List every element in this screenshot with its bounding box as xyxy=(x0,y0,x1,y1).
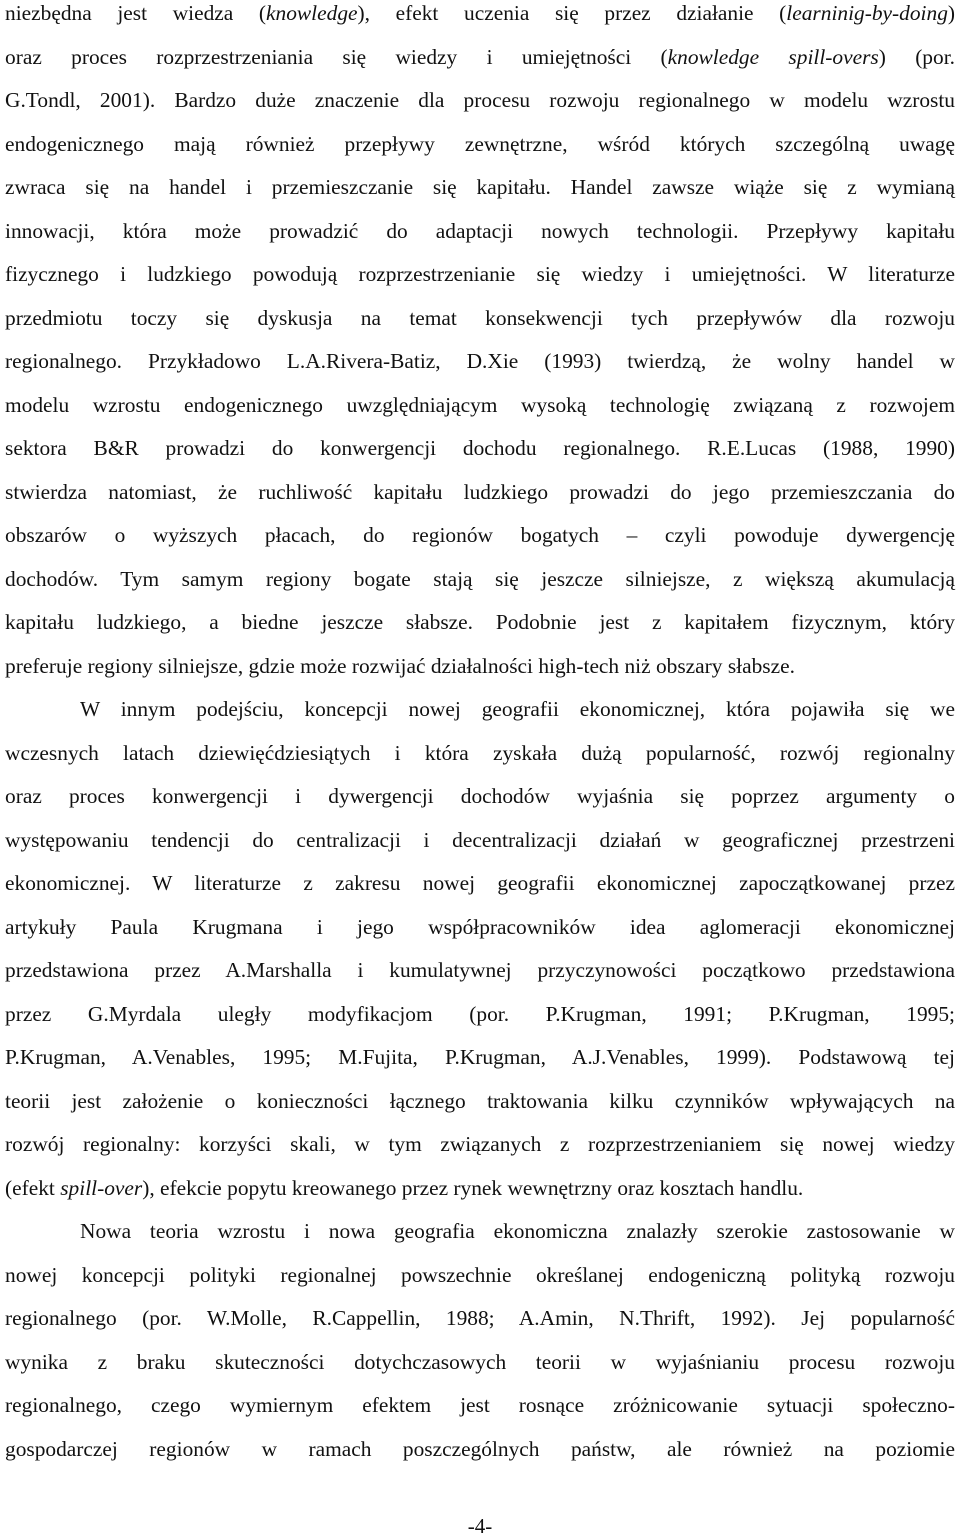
text-line xyxy=(5,384,955,428)
text-line xyxy=(5,688,955,732)
text-segment: oraz proces konwergencji i dywergencji dochodów wyjaśnia się poprzez argumenty o xyxy=(5,784,955,808)
text-segment: obszarów o wyższych płacach, do regionów bogatych – czyli powoduje dywergencję xyxy=(5,523,955,547)
page-number: -4- xyxy=(467,1514,493,1538)
text-segment: (efekt xyxy=(5,1175,61,1200)
text-line xyxy=(5,732,955,776)
text-segment: gospodarczej regionów w ramach poszczególnych państw, ale również na poziomie xyxy=(5,1436,955,1461)
text-line xyxy=(5,123,955,167)
text-line xyxy=(5,514,955,558)
text-line xyxy=(5,427,955,471)
italic-term: spill-over xyxy=(60,1175,143,1200)
text-segment: innowacji, która może prowadzić do adaptacji nowych technologii. Przepływy kapitału xyxy=(5,218,955,243)
text-line xyxy=(5,340,955,384)
text-segment: teorii jest założenie o konieczności łącznego traktowania kilku czynników wpływających na xyxy=(5,1088,955,1113)
text-line xyxy=(5,1080,955,1124)
text-segment: zwraca się na handel i przemieszczanie się kapitału. Handel zawsze wiąże się z wymianą xyxy=(5,175,955,199)
text-segment: P.Krugman, A.Venables, 1995; M.Fujita, P.Krugman, A.J.Venables, 1999). Podstawową tej xyxy=(5,1045,955,1069)
text-segment: artykuły Paula Krugmana i jego współpracowników idea aglomeracji ekonomicznej xyxy=(5,914,955,939)
text-segment: wczesnych latach dziewięćdziesiątych i która zyskała dużą popularność, rozwój regionalny xyxy=(5,740,955,765)
text-segment: regionalnego. Przykładowo L.A.Rivera-Batiz, D.Xie (1993) twierdzą, że wolny handel w xyxy=(5,349,955,373)
text-line xyxy=(5,862,955,906)
text-segment: niezbędna jest wiedza ( xyxy=(5,1,267,25)
text-segment: regionalnego (por. W.Molle, R.Cappellin, 1988; A.Amin, N.Thrift, 1992). Jej popularność xyxy=(5,1306,955,1330)
text-segment: występowaniu tendencji do centralizacji i decentralizacji działań w geograficznej przestrzeni xyxy=(5,827,955,852)
text-segment: przedstawiona przez A.Marshalla i kumulatywnej przyczynowości początkowo przedstawiona xyxy=(5,958,955,982)
text-line xyxy=(5,1384,955,1428)
text-line xyxy=(5,1341,955,1385)
text-segment: G.Tondl, 2001). Bardzo duże znaczenie dla procesu rozwoju regionalnego w modelu wzrostu xyxy=(5,88,955,112)
text-segment: wynika z braku skuteczności dotychczasowych teorii w wyjaśnianiu procesu rozwoju xyxy=(5,1349,955,1374)
text-segment: rozwój regionalny: korzyści skali, w tym związanych z rozprzestrzenianiem się nowej wiedzy xyxy=(5,1132,955,1156)
text-segment: oraz proces rozprzestrzeniania się wiedzy i umiejętności ( xyxy=(5,44,668,69)
text-line xyxy=(5,1428,955,1472)
text-line xyxy=(5,601,955,645)
italic-term: learninig-by-doing xyxy=(786,1,948,25)
text-line xyxy=(5,993,955,1037)
text-segment: kapitału ludzkiego, a biedne jeszcze słabsze. Podobnie jest z kapitałem fizycznym, który xyxy=(5,610,955,634)
text-line xyxy=(5,558,955,602)
italic-term: knowledge xyxy=(266,1,358,25)
text-line xyxy=(5,949,955,993)
text-line xyxy=(5,1123,955,1167)
document-body xyxy=(5,0,955,1471)
text-segment: ) xyxy=(947,1,956,25)
text-segment: nowej koncepcji polityki regionalnej powszechnie określanej endogeniczną polityką rozwoju xyxy=(5,1262,955,1287)
text-segment: ), efekt uczenia się przez działanie ( xyxy=(357,1,787,25)
text-segment: Nowa teoria wzrostu i nowa geografia ekonomiczna znalazły szerokie zastosowanie w xyxy=(80,1219,955,1243)
text-line xyxy=(5,1167,955,1211)
text-segment: ) (por. xyxy=(878,44,955,69)
text-line xyxy=(5,906,955,950)
text-segment: W innym podejściu, koncepcji nowej geografii ekonomicznej, która pojawiła się we xyxy=(80,697,955,721)
text-line xyxy=(5,297,955,341)
text-segment: ), efekcie popytu kreowanego przez rynek wewnętrzny oraz kosztach handlu. xyxy=(142,1175,804,1200)
text-segment: endogenicznego mają również przepływy zewnętrzne, wśród których szczególną uwagę xyxy=(5,131,955,156)
document-page xyxy=(5,0,955,1471)
text-line xyxy=(5,36,955,80)
text-segment: regionalnego, czego wymiernym efektem jest rosnące zróżnicowanie sytuacji społeczno- xyxy=(5,1393,955,1417)
text-line xyxy=(5,645,955,689)
text-segment: ekonomicznej. W literaturze z zakresu nowej geografii ekonomicznej zapoczątkowanej przez xyxy=(5,871,955,895)
text-line xyxy=(5,1254,955,1298)
text-line xyxy=(5,471,955,515)
text-segment: fizycznego i ludzkiego powodują rozprzestrzenianie się wiedzy i umiejętności. W literaturze xyxy=(5,262,955,286)
text-line xyxy=(5,775,955,819)
text-line xyxy=(5,1036,955,1080)
text-segment: przez G.Myrdala uległy modyfikacjom (por. P.Krugman, 1991; P.Krugman, 1995; xyxy=(5,1001,955,1026)
text-segment: stwierdza natomiast, że ruchliwość kapitału ludzkiego prowadzi do jego przemieszczania do xyxy=(5,479,955,504)
text-segment: sektora B&R prowadzi do konwergencji dochodu regionalnego. R.E.Lucas (1988, 1990) xyxy=(5,436,955,460)
text-segment: przedmiotu toczy się dyskusja na temat konsekwencji tych przepływów dla rozwoju xyxy=(5,305,955,330)
text-segment: preferuje regiony silniejsze, gdzie może rozwijać działalności high-tech niż obszary słabsze. xyxy=(5,653,795,678)
text-line xyxy=(5,79,955,123)
text-line xyxy=(5,1210,955,1254)
text-line xyxy=(5,819,955,863)
text-line xyxy=(5,1297,955,1341)
italic-term: knowledge spill-overs xyxy=(667,44,879,69)
text-segment: dochodów. Tym samym regiony bogate stają się jeszcze silniejsze, z większą akumulacją xyxy=(5,566,955,591)
text-line xyxy=(5,166,955,210)
text-line xyxy=(5,210,955,254)
text-line xyxy=(5,253,955,297)
text-line xyxy=(5,0,955,36)
text-segment: modelu wzrostu endogenicznego uwzględniającym wysoką technologię związaną z rozwojem xyxy=(5,392,955,417)
